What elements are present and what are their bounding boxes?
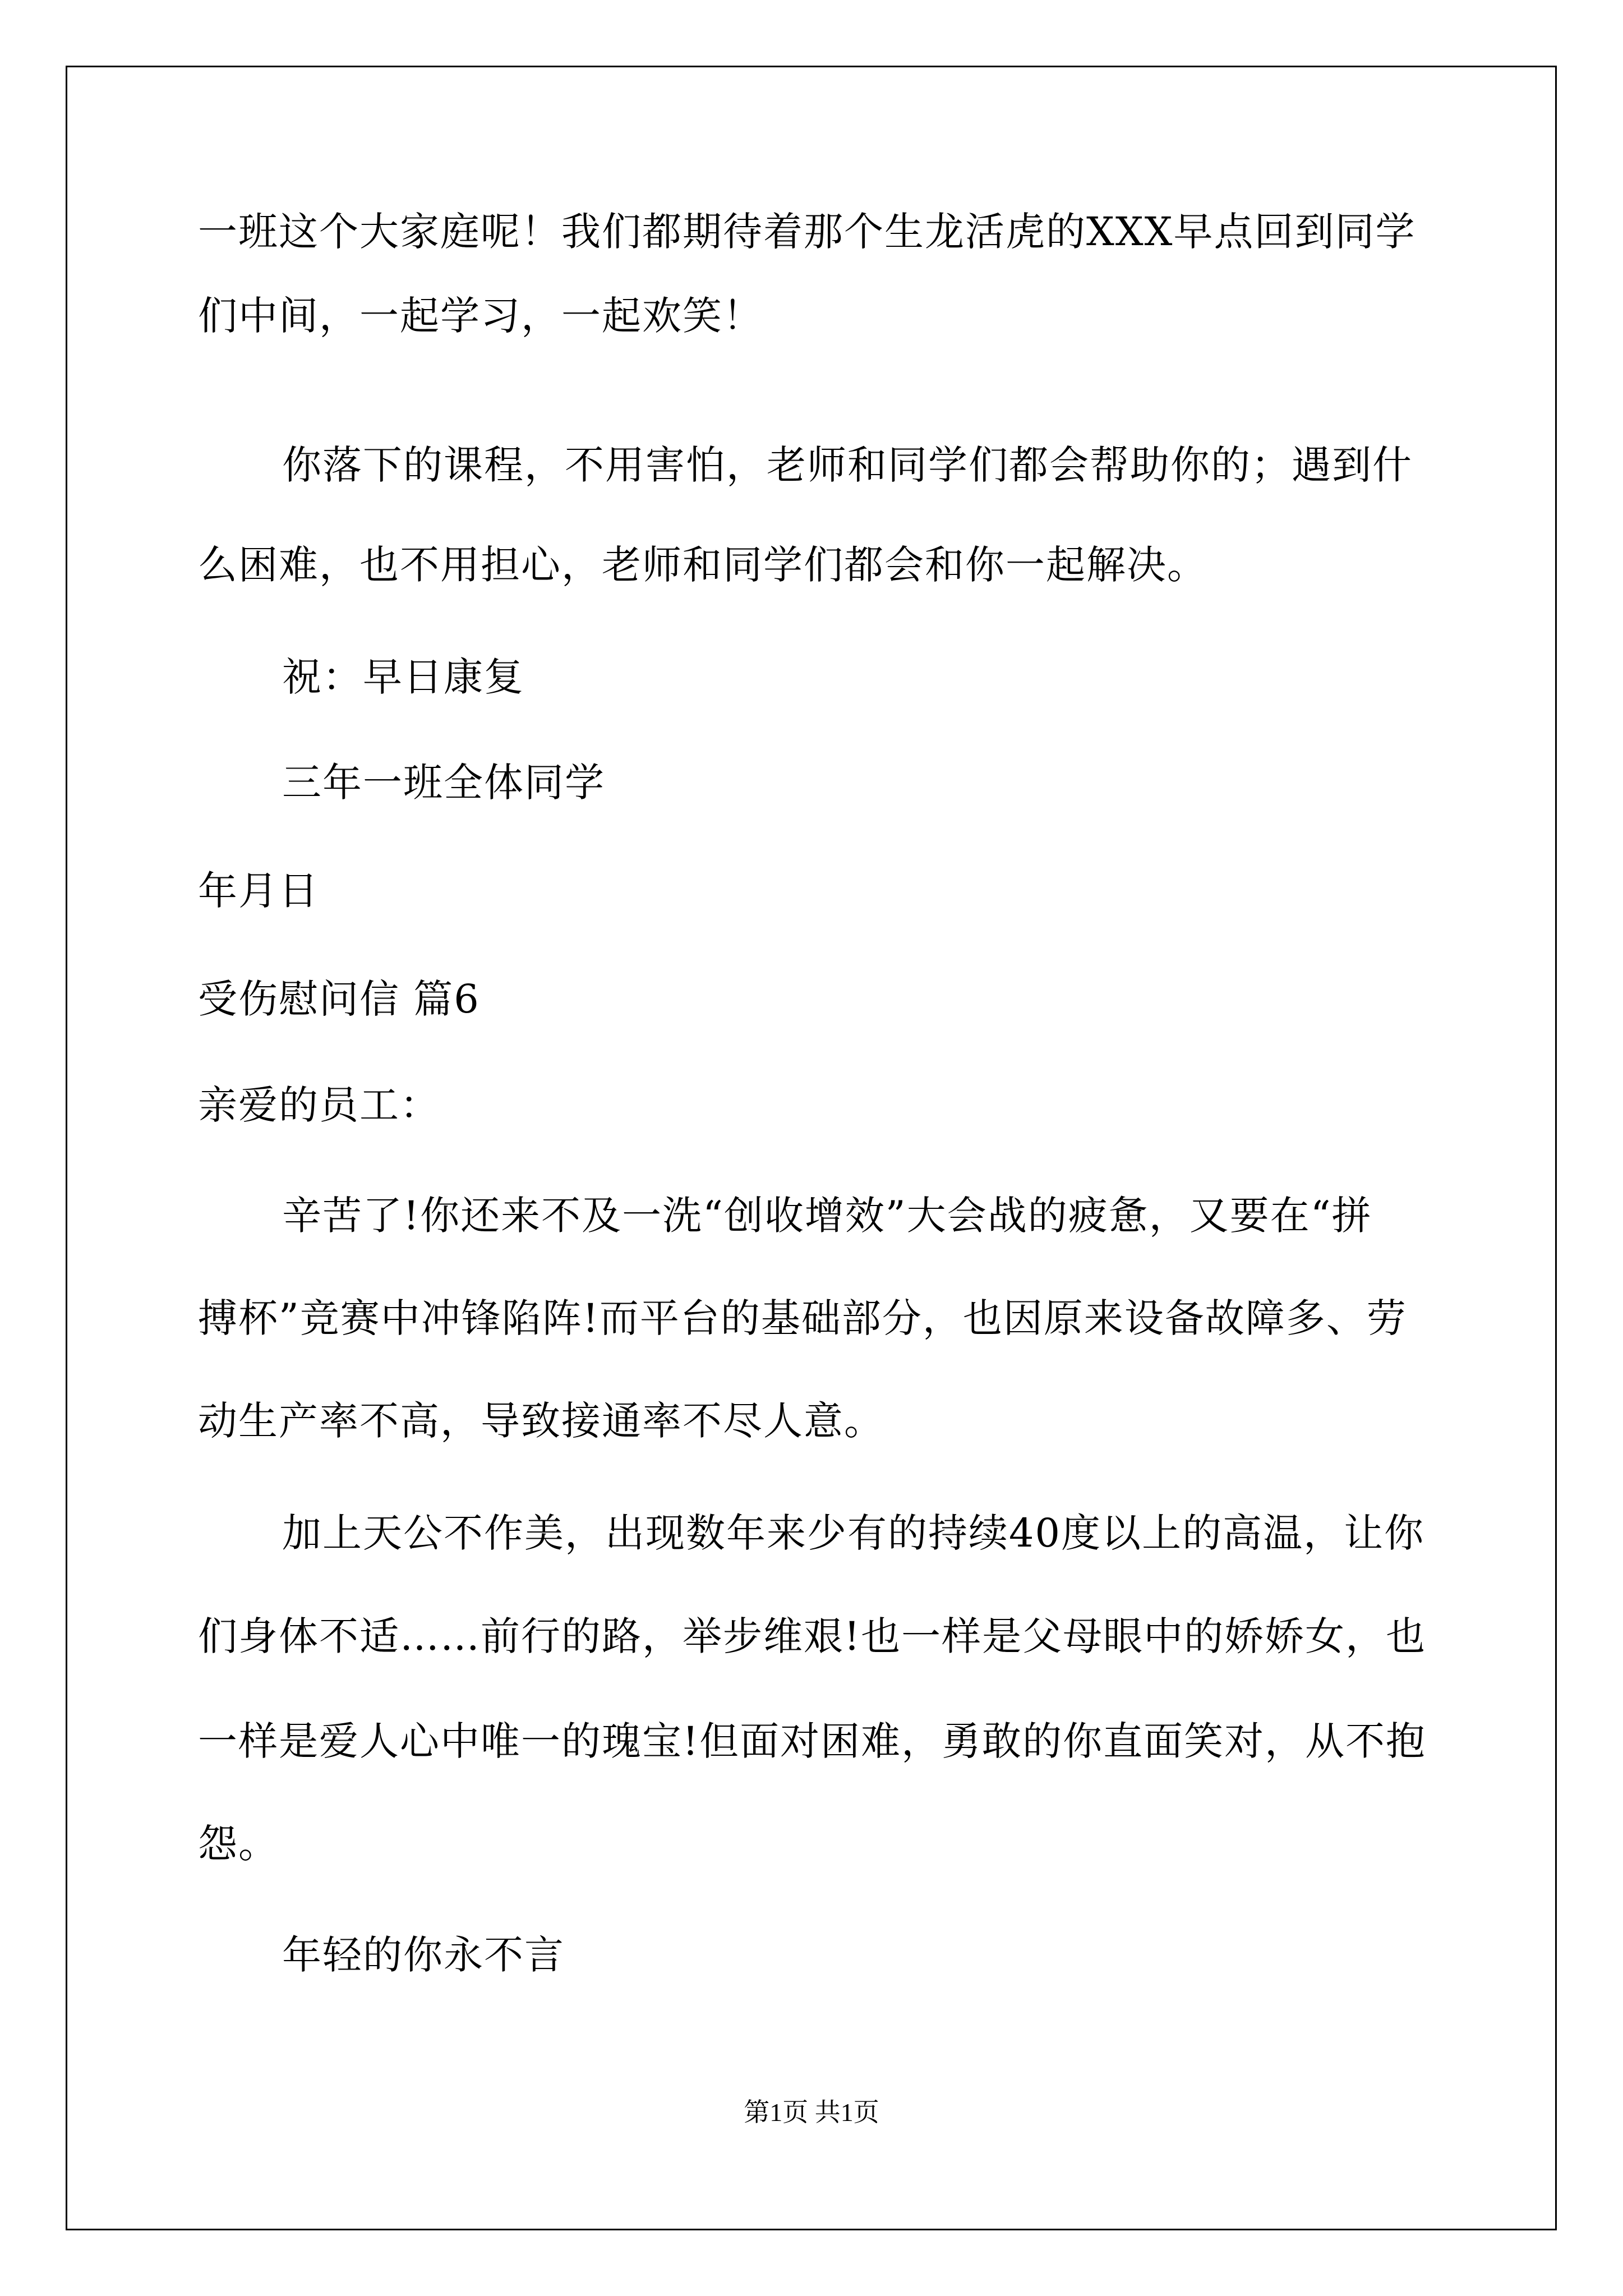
- body-line-11: 搏杯”竞赛中冲锋陷阵!而平台的基础部分，也因原来设备故障多、劳: [198, 1295, 1407, 1341]
- body-line-4: 么困难，也不用担心，老师和同学们都会和你一起解决。: [198, 542, 1207, 588]
- body-line-14: 们身体不适……前行的路，举步维艰!也一样是父母眼中的娇娇女，也: [198, 1613, 1427, 1659]
- signature: 三年一班全体同学: [282, 760, 605, 806]
- closing-wish: 祝：早日康复: [282, 654, 524, 700]
- body-line-2: 们中间，一起学习，一起欢笑！: [198, 293, 763, 339]
- body-line-17: 年轻的你永不言: [282, 1932, 565, 1978]
- page-border: [66, 66, 1557, 2230]
- body-line-16: 怨。: [198, 1821, 279, 1867]
- body-line-1: 一班这个大家庭呢！我们都期待着那个生龙活虎的XXX早点回到同学: [198, 209, 1416, 255]
- date-line: 年月日: [198, 868, 319, 914]
- section-title: 受伤慰问信 篇6: [198, 976, 480, 1022]
- body-line-13: 加上天公不作美，出现数年来少有的持续40度以上的高温，让你: [282, 1510, 1425, 1556]
- body-line-3: 你落下的课程，不用害怕，老师和同学们都会帮助你的；遇到什: [282, 442, 1413, 488]
- body-line-12: 动生产率不高，导致接通率不尽人意。: [198, 1398, 884, 1444]
- page-footer: 第1页 共1页: [744, 2098, 879, 2127]
- body-line-15: 一样是爱人心中唯一的瑰宝!但面对困难，勇敢的你直面笑对，从不抱: [198, 1718, 1427, 1764]
- body-line-10: 辛苦了!你还来不及一洗“创收增效”大会战的疲惫，又要在“拼: [282, 1193, 1372, 1239]
- salutation: 亲爱的员工：: [198, 1082, 440, 1128]
